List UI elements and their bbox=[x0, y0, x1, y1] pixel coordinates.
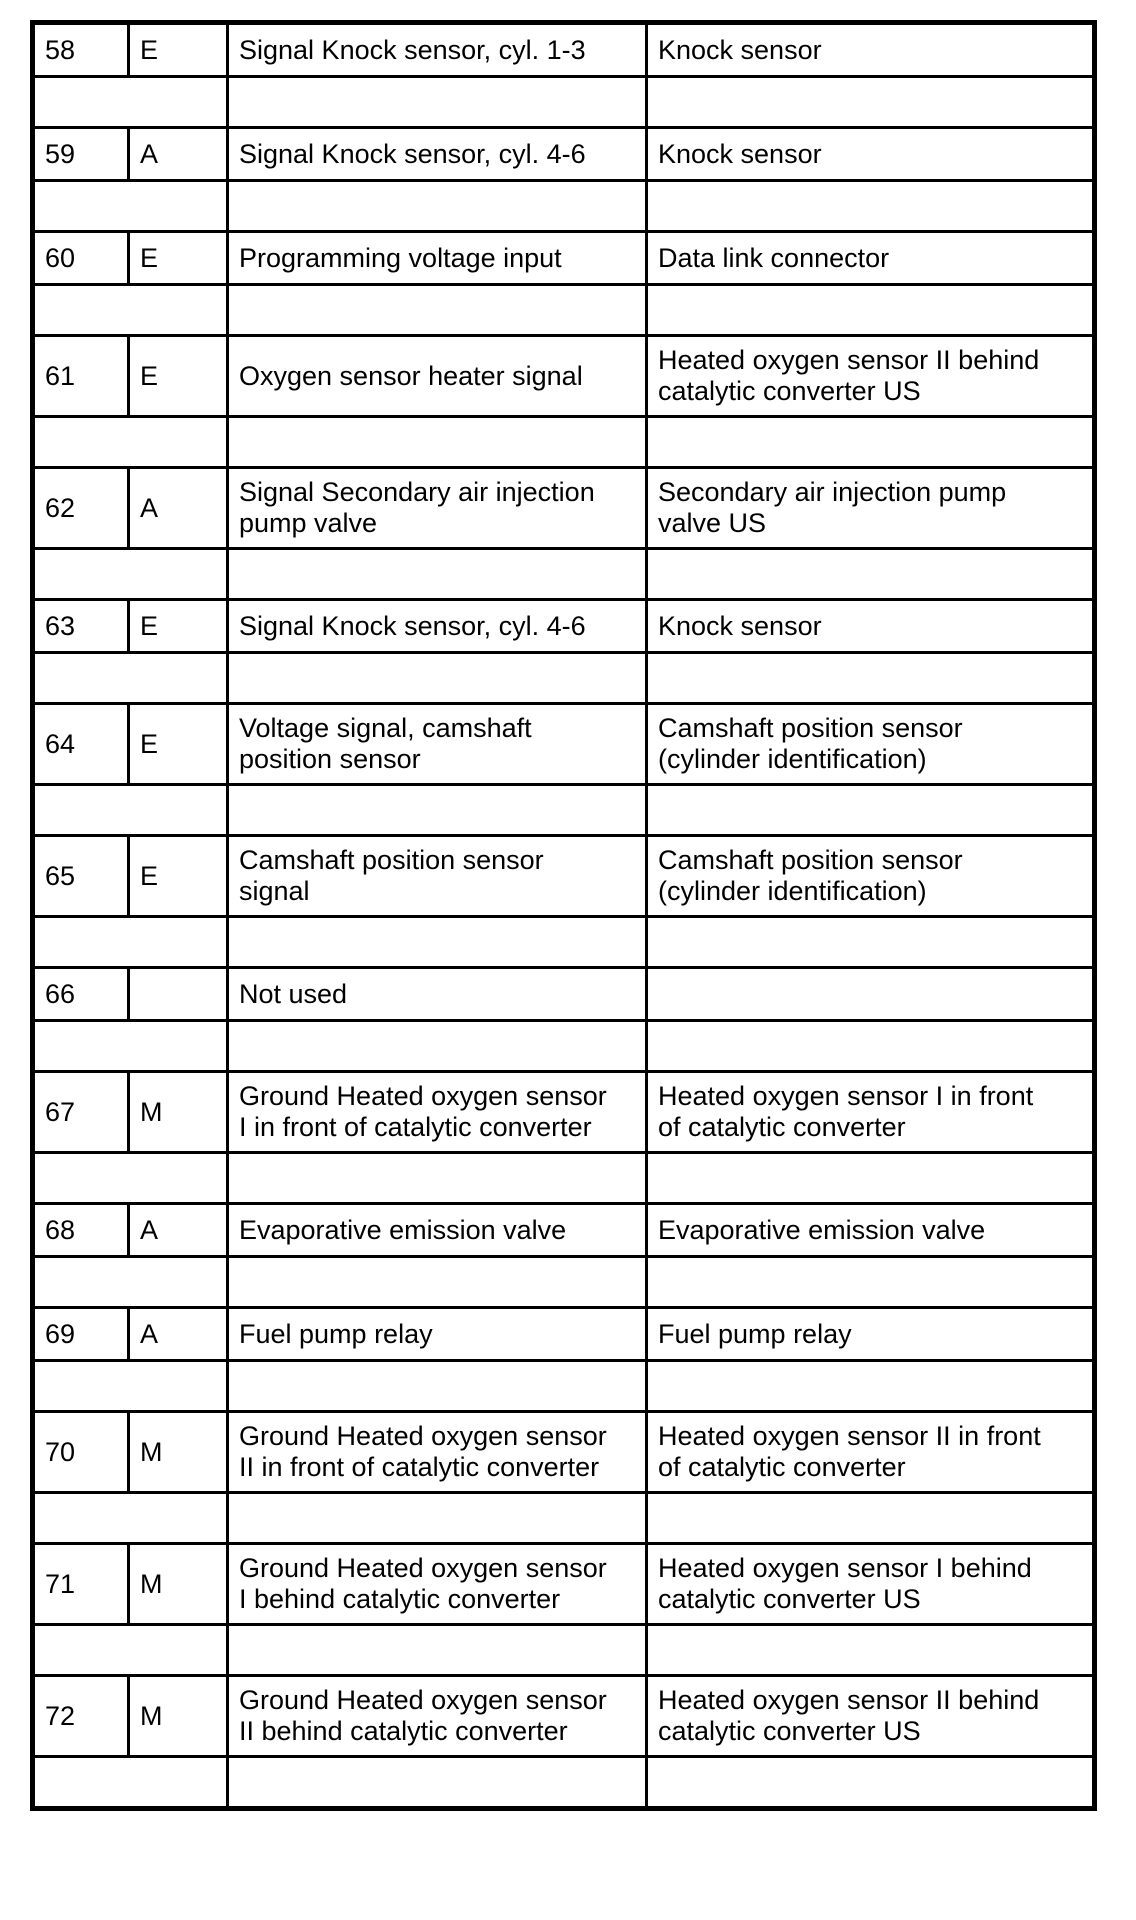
empty-cell bbox=[129, 1153, 228, 1204]
empty-cell bbox=[33, 417, 129, 468]
pin-number-cell: 71 bbox=[33, 1544, 129, 1625]
pin-table-body bbox=[33, 23, 1095, 1809]
function-cell bbox=[228, 1308, 647, 1361]
empty-cell bbox=[228, 1021, 647, 1072]
empty-cell bbox=[228, 1757, 647, 1809]
signal-type-cell: A bbox=[129, 128, 228, 181]
function-text-line: Camshaft position sensor bbox=[239, 845, 544, 875]
component-text-line: Heated oxygen sensor II behind bbox=[658, 345, 1040, 375]
function-cell bbox=[228, 968, 647, 1021]
component-cell bbox=[647, 704, 1095, 785]
component-cell bbox=[647, 1412, 1095, 1493]
table-row bbox=[33, 23, 1095, 77]
empty-cell bbox=[647, 1757, 1095, 1809]
component-text-line: of catalytic converter bbox=[658, 1112, 906, 1142]
empty-cell bbox=[129, 1625, 228, 1676]
table-row bbox=[33, 1544, 1095, 1625]
component-cell bbox=[647, 336, 1095, 417]
table-row bbox=[33, 600, 1095, 653]
empty-cell bbox=[129, 417, 228, 468]
empty-cell bbox=[33, 1625, 129, 1676]
function-text-line: Signal Knock sensor, cyl. 1-3 bbox=[239, 34, 586, 65]
component-text-line: (cylinder identification) bbox=[658, 744, 927, 774]
empty-cell bbox=[33, 181, 129, 232]
pin-number-cell: 70 bbox=[33, 1412, 129, 1493]
component-text-line: Heated oxygen sensor I behind bbox=[658, 1553, 1032, 1583]
pin-number-cell: 69 bbox=[33, 1308, 129, 1361]
component-cell bbox=[647, 968, 1095, 1021]
empty-cell bbox=[228, 653, 647, 704]
empty-cell bbox=[33, 77, 129, 128]
empty-cell bbox=[647, 549, 1095, 600]
table-row bbox=[33, 836, 1095, 917]
component-cell bbox=[647, 1308, 1095, 1361]
component-cell bbox=[647, 468, 1095, 549]
function-text-line: position sensor bbox=[239, 744, 421, 774]
component-text-line: Knock sensor bbox=[658, 34, 822, 65]
empty-cell bbox=[129, 1257, 228, 1308]
empty-cell bbox=[228, 785, 647, 836]
empty-cell bbox=[33, 653, 129, 704]
empty-cell bbox=[129, 285, 228, 336]
pin-assignment-table bbox=[30, 20, 1097, 1811]
pin-number-cell: 68 bbox=[33, 1204, 129, 1257]
spacer-row bbox=[33, 653, 1095, 704]
empty-cell bbox=[33, 1757, 129, 1809]
empty-cell bbox=[647, 1625, 1095, 1676]
spacer-row bbox=[33, 549, 1095, 600]
function-text-line: Ground Heated oxygen sensor bbox=[239, 1421, 607, 1451]
function-text-line: Signal Knock sensor, cyl. 4-6 bbox=[239, 610, 586, 641]
component-text-line: Heated oxygen sensor II behind bbox=[658, 1685, 1040, 1715]
empty-cell bbox=[228, 417, 647, 468]
signal-type-cell: E bbox=[129, 704, 228, 785]
signal-type-cell: E bbox=[129, 836, 228, 917]
function-text-line: Signal Knock sensor, cyl. 4-6 bbox=[239, 138, 586, 169]
function-text-line: Oxygen sensor heater signal bbox=[239, 360, 583, 391]
function-cell bbox=[228, 1412, 647, 1493]
component-cell bbox=[647, 1544, 1095, 1625]
empty-cell bbox=[228, 181, 647, 232]
pin-number-cell: 58 bbox=[33, 23, 129, 77]
component-text-line: Secondary air injection pump bbox=[658, 477, 1007, 507]
function-text-line: Not used bbox=[239, 978, 348, 1009]
empty-cell bbox=[647, 917, 1095, 968]
function-text-line: Ground Heated oxygen sensor bbox=[239, 1685, 607, 1715]
function-cell bbox=[228, 1544, 647, 1625]
empty-cell bbox=[228, 549, 647, 600]
empty-cell bbox=[647, 1361, 1095, 1412]
component-cell bbox=[647, 1204, 1095, 1257]
empty-cell bbox=[647, 1021, 1095, 1072]
function-text-line: Fuel pump relay bbox=[239, 1318, 433, 1349]
empty-cell bbox=[647, 1493, 1095, 1544]
function-text-line: signal bbox=[239, 876, 310, 906]
table-row bbox=[33, 1204, 1095, 1257]
component-text-line: Camshaft position sensor bbox=[658, 713, 963, 743]
component-cell bbox=[647, 600, 1095, 653]
function-text-line: II behind catalytic converter bbox=[239, 1716, 568, 1746]
component-cell bbox=[647, 1072, 1095, 1153]
empty-cell bbox=[33, 285, 129, 336]
function-text-line: pump valve bbox=[239, 508, 378, 538]
signal-type-cell: M bbox=[129, 1072, 228, 1153]
spacer-row bbox=[33, 181, 1095, 232]
function-text-line: Ground Heated oxygen sensor bbox=[239, 1553, 607, 1583]
empty-cell bbox=[33, 917, 129, 968]
component-text-line: Knock sensor bbox=[658, 610, 822, 641]
pin-number-cell: 65 bbox=[33, 836, 129, 917]
signal-type-cell: A bbox=[129, 468, 228, 549]
pin-number-cell: 67 bbox=[33, 1072, 129, 1153]
empty-cell bbox=[228, 917, 647, 968]
function-cell bbox=[228, 128, 647, 181]
function-cell bbox=[228, 232, 647, 285]
table-row bbox=[33, 336, 1095, 417]
function-text-line: I behind catalytic converter bbox=[239, 1584, 561, 1614]
function-cell bbox=[228, 1204, 647, 1257]
table-row bbox=[33, 968, 1095, 1021]
empty-cell bbox=[129, 181, 228, 232]
pin-number-cell: 66 bbox=[33, 968, 129, 1021]
empty-cell bbox=[647, 285, 1095, 336]
function-cell bbox=[228, 336, 647, 417]
component-cell bbox=[647, 128, 1095, 181]
signal-type-cell: E bbox=[129, 336, 228, 417]
component-text-line: Heated oxygen sensor II in front bbox=[658, 1421, 1041, 1451]
spacer-row bbox=[33, 285, 1095, 336]
spacer-row bbox=[33, 1361, 1095, 1412]
empty-cell bbox=[647, 181, 1095, 232]
function-cell bbox=[228, 704, 647, 785]
empty-cell bbox=[228, 1625, 647, 1676]
function-text-line: Programming voltage input bbox=[239, 242, 562, 273]
function-cell bbox=[228, 600, 647, 653]
signal-type-cell: E bbox=[129, 600, 228, 653]
spacer-row bbox=[33, 917, 1095, 968]
empty-cell bbox=[228, 1361, 647, 1412]
pin-number-cell: 62 bbox=[33, 468, 129, 549]
spacer-row bbox=[33, 1493, 1095, 1544]
component-text-line: Evaporative emission valve bbox=[658, 1214, 986, 1245]
empty-cell bbox=[228, 285, 647, 336]
table-row bbox=[33, 1308, 1095, 1361]
empty-cell bbox=[33, 1153, 129, 1204]
component-text-line: Data link connector bbox=[658, 242, 890, 273]
empty-cell bbox=[647, 417, 1095, 468]
pin-number-cell: 60 bbox=[33, 232, 129, 285]
empty-cell bbox=[129, 917, 228, 968]
component-text-line: Camshaft position sensor bbox=[658, 845, 963, 875]
empty-cell bbox=[129, 1493, 228, 1544]
spacer-row bbox=[33, 1257, 1095, 1308]
spacer-row bbox=[33, 1153, 1095, 1204]
signal-type-cell: M bbox=[129, 1544, 228, 1625]
table-row bbox=[33, 1072, 1095, 1153]
pin-number-cell: 63 bbox=[33, 600, 129, 653]
empty-cell bbox=[129, 1757, 228, 1809]
empty-cell bbox=[228, 77, 647, 128]
empty-cell bbox=[647, 785, 1095, 836]
spacer-row bbox=[33, 77, 1095, 128]
component-text-line: catalytic converter US bbox=[658, 376, 921, 406]
empty-cell bbox=[647, 1153, 1095, 1204]
empty-cell bbox=[129, 77, 228, 128]
function-cell bbox=[228, 836, 647, 917]
component-text-line: Knock sensor bbox=[658, 138, 822, 169]
function-cell bbox=[228, 468, 647, 549]
empty-cell bbox=[129, 549, 228, 600]
component-text-line: valve US bbox=[658, 508, 767, 538]
component-text-line: (cylinder identification) bbox=[658, 876, 927, 906]
function-text-line: II in front of catalytic converter bbox=[239, 1452, 600, 1482]
signal-type-cell: A bbox=[129, 1308, 228, 1361]
empty-cell bbox=[33, 1493, 129, 1544]
empty-cell bbox=[33, 1021, 129, 1072]
empty-cell bbox=[129, 1361, 228, 1412]
signal-type-cell: E bbox=[129, 232, 228, 285]
table-row bbox=[33, 468, 1095, 549]
empty-cell bbox=[33, 785, 129, 836]
pin-number-cell: 61 bbox=[33, 336, 129, 417]
function-text-line: Ground Heated oxygen sensor bbox=[239, 1081, 607, 1111]
component-text-line: Fuel pump relay bbox=[658, 1318, 852, 1349]
signal-type-cell: A bbox=[129, 1204, 228, 1257]
component-text-line: catalytic converter US bbox=[658, 1716, 921, 1746]
table-row bbox=[33, 128, 1095, 181]
component-cell bbox=[647, 836, 1095, 917]
table-row bbox=[33, 1412, 1095, 1493]
table-row bbox=[33, 232, 1095, 285]
empty-cell bbox=[33, 1257, 129, 1308]
signal-type-cell: M bbox=[129, 1676, 228, 1757]
function-text-line: Signal Secondary air injection bbox=[239, 477, 595, 507]
spacer-row bbox=[33, 785, 1095, 836]
empty-cell bbox=[647, 653, 1095, 704]
empty-cell bbox=[228, 1493, 647, 1544]
function-text-line: Evaporative emission valve bbox=[239, 1214, 567, 1245]
spacer-row bbox=[33, 1625, 1095, 1676]
signal-type-cell: E bbox=[129, 23, 228, 77]
empty-cell bbox=[33, 1361, 129, 1412]
empty-cell bbox=[33, 549, 129, 600]
table-row bbox=[33, 704, 1095, 785]
function-text-line: Voltage signal, camshaft bbox=[239, 713, 532, 743]
signal-type-cell bbox=[129, 968, 228, 1021]
signal-type-cell: M bbox=[129, 1412, 228, 1493]
table-row bbox=[33, 1676, 1095, 1757]
spacer-row bbox=[33, 417, 1095, 468]
component-text-line: catalytic converter US bbox=[658, 1584, 921, 1614]
spacer-row bbox=[33, 1021, 1095, 1072]
component-cell bbox=[647, 232, 1095, 285]
spacer-row bbox=[33, 1757, 1095, 1809]
pin-number-cell: 72 bbox=[33, 1676, 129, 1757]
function-text-line: I in front of catalytic converter bbox=[239, 1112, 592, 1142]
empty-cell bbox=[129, 785, 228, 836]
empty-cell bbox=[129, 653, 228, 704]
component-cell bbox=[647, 23, 1095, 77]
function-cell bbox=[228, 1676, 647, 1757]
component-text-line: of catalytic converter bbox=[658, 1452, 906, 1482]
empty-cell bbox=[647, 77, 1095, 128]
empty-cell bbox=[647, 1257, 1095, 1308]
function-cell bbox=[228, 23, 647, 77]
empty-cell bbox=[129, 1021, 228, 1072]
function-cell bbox=[228, 1072, 647, 1153]
empty-cell bbox=[228, 1153, 647, 1204]
component-text-line: Heated oxygen sensor I in front bbox=[658, 1081, 1034, 1111]
pin-number-cell: 64 bbox=[33, 704, 129, 785]
component-cell bbox=[647, 1676, 1095, 1757]
empty-cell bbox=[228, 1257, 647, 1308]
pin-number-cell: 59 bbox=[33, 128, 129, 181]
